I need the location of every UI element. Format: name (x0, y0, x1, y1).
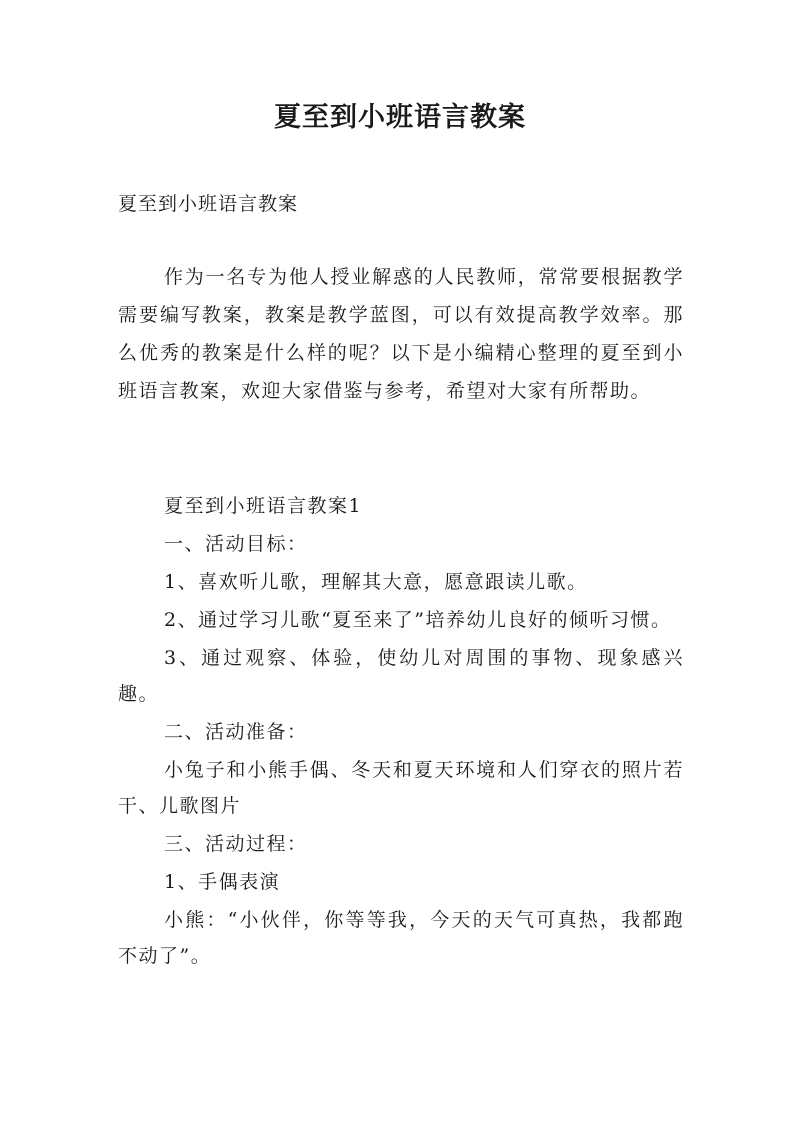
process-step-1: 1、手偶表演 (164, 871, 281, 893)
body-lines (118, 488, 684, 976)
preparation-heading: 二、活动准备： (164, 721, 308, 743)
goal-item-1: 1、喜欢听儿歌，理解其大意，愿意跟读儿歌。 (164, 571, 588, 593)
preparation-item: 小兔子和小熊手偶、冬天和夏天环境和人们穿衣的照片若干、儿歌图片 (118, 759, 684, 817)
document-title: 夏至到小班语言教案 (274, 102, 526, 133)
document-subtitle: 夏至到小班语言教案 (118, 193, 299, 215)
section-heading-1: 夏至到小班语言教案1 (164, 495, 363, 517)
process-heading: 三、活动过程： (164, 833, 308, 855)
dialogue-line: 小熊：“小伙伴，你等等我，今天的天气可真热，我都跑不动了”。 (118, 909, 684, 967)
goal-item-3: 3、通过观察、体验，使幼儿对周围的事物、现象感兴趣。 (118, 647, 684, 705)
goal-item-2: 2、通过学习儿歌“夏至来了”培养幼儿良好的倾听习惯。 (164, 609, 672, 631)
intro-paragraph: 作为一名专为他人授业解惑的人民教师，常常要根据教学需要编写教案，教案是教学蓝图，可以有效提高教学效率。那么优秀的教案是什么样的呢？以下是小编精心整理的夏至到小班语言教案，欢迎大家借鉴与参考，希望对大家有所帮助。 (118, 266, 684, 402)
activity-goals-heading: 一、活动目标： (164, 533, 308, 555)
